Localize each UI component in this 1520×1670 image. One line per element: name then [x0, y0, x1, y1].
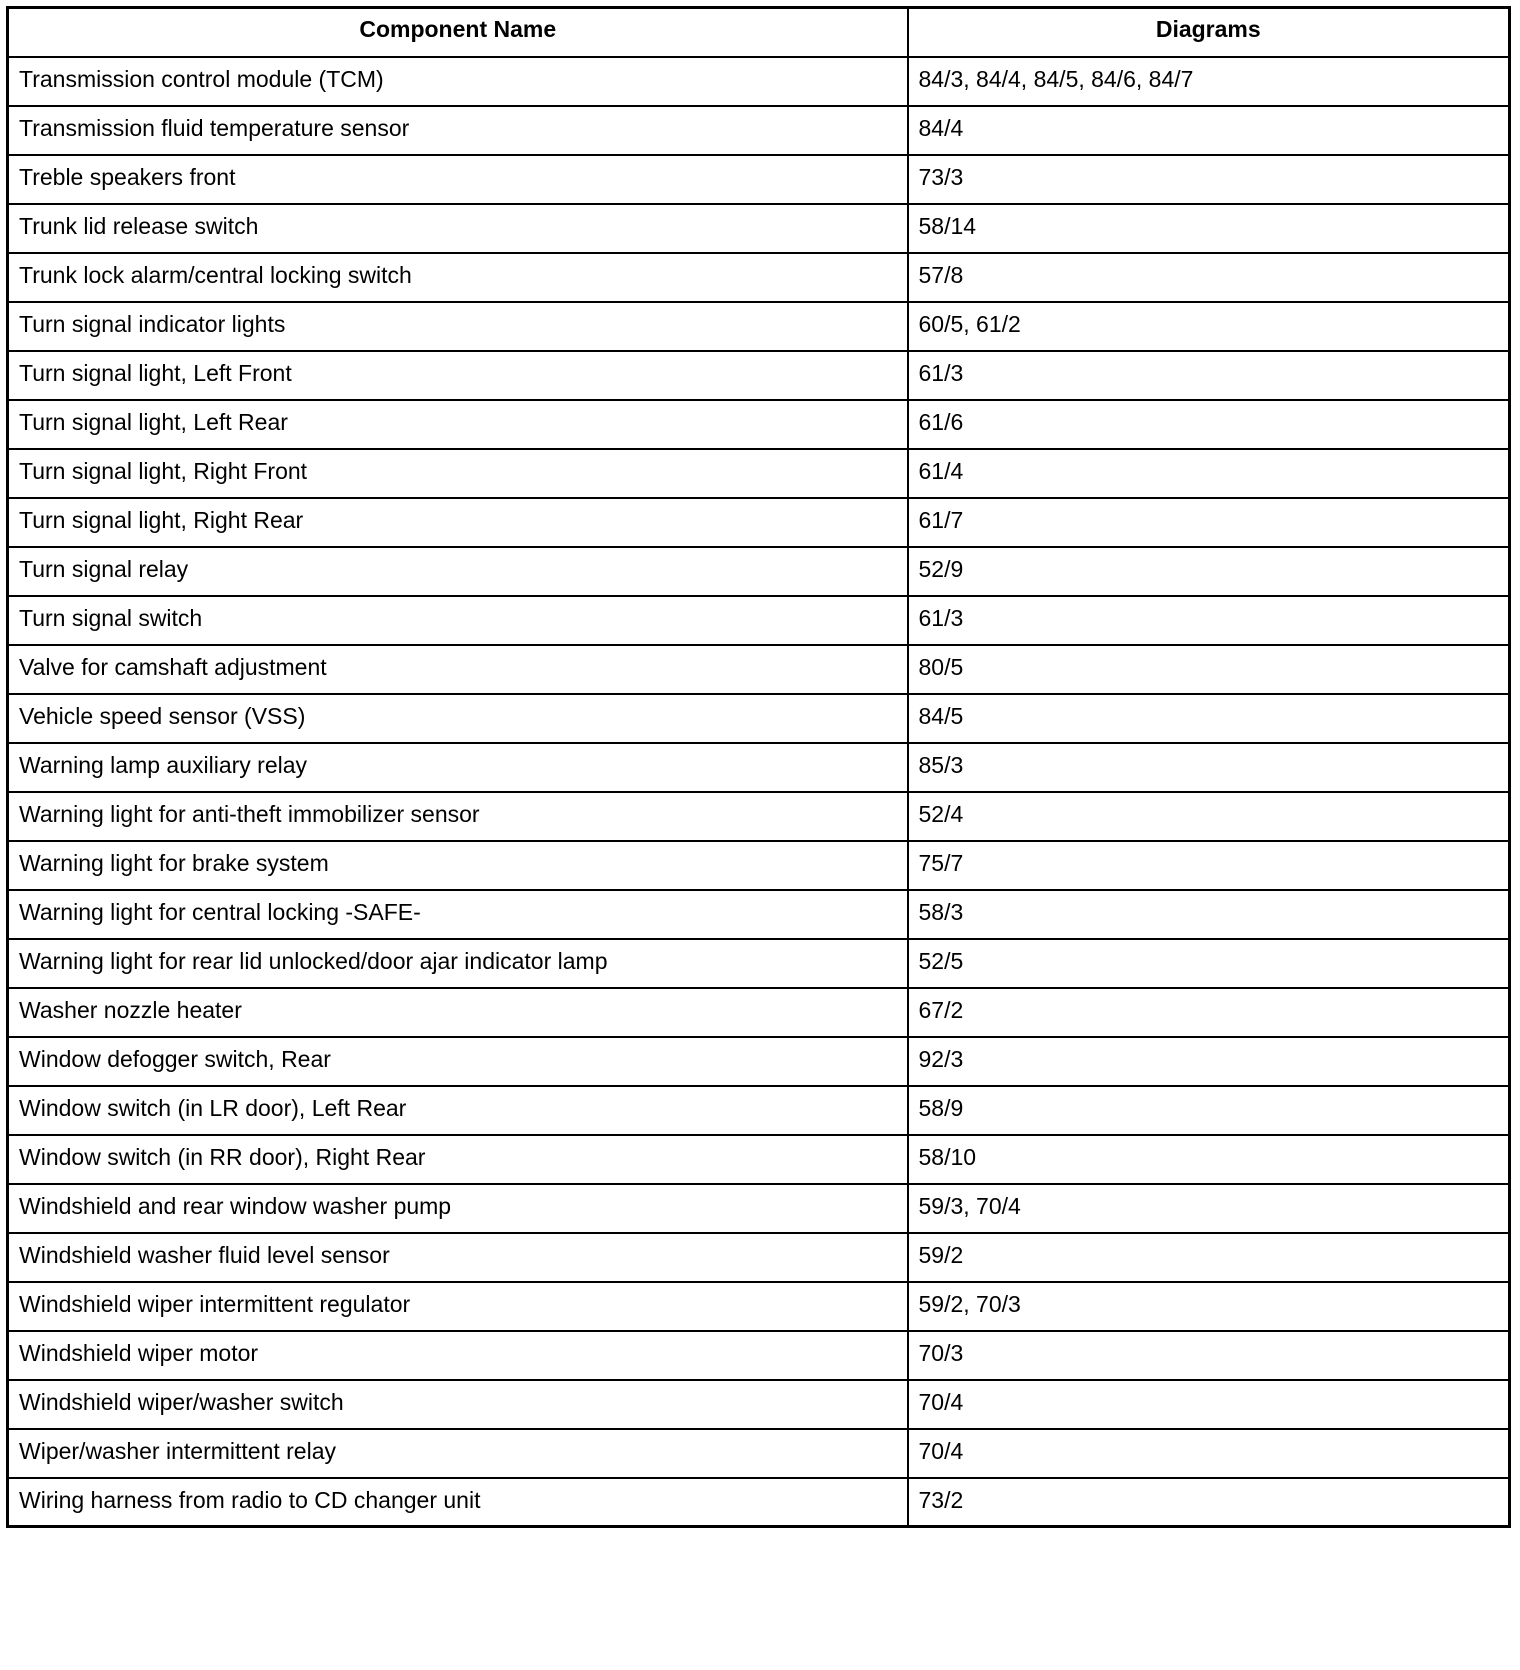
table-row — [8, 1331, 1510, 1380]
table-row — [8, 1233, 1510, 1282]
component-name-cell: Window switch (in RR door), Right Rear — [8, 1135, 908, 1184]
component-name-cell: Warning light for central locking -SAFE- — [8, 890, 908, 939]
component-name-cell: Windshield and rear window washer pump — [8, 1184, 908, 1233]
component-name-cell: Turn signal indicator lights — [8, 302, 908, 351]
component-name-cell: Turn signal light, Left Rear — [8, 400, 908, 449]
table-row — [8, 645, 1510, 694]
component-name-cell: Wiper/washer intermittent relay — [8, 1429, 908, 1478]
diagrams-cell: 61/3 — [908, 351, 1510, 400]
diagrams-cell: 58/10 — [908, 1135, 1510, 1184]
component-name-cell: Valve for camshaft adjustment — [8, 645, 908, 694]
column-header-component-name: Component Name — [8, 8, 908, 57]
diagrams-cell: 58/14 — [908, 204, 1510, 253]
table-row — [8, 1135, 1510, 1184]
table-row — [8, 400, 1510, 449]
diagrams-cell: 61/7 — [908, 498, 1510, 547]
table-row — [8, 302, 1510, 351]
table-row — [8, 253, 1510, 302]
column-header-diagrams: Diagrams — [908, 8, 1510, 57]
component-name-cell: Turn signal relay — [8, 547, 908, 596]
table-row — [8, 1429, 1510, 1478]
component-name-cell: Vehicle speed sensor (VSS) — [8, 694, 908, 743]
table-row — [8, 1282, 1510, 1331]
table-row — [8, 449, 1510, 498]
component-name-cell: Washer nozzle heater — [8, 988, 908, 1037]
component-name-cell: Windshield washer fluid level sensor — [8, 1233, 908, 1282]
component-name-cell: Warning light for brake system — [8, 841, 908, 890]
component-name-cell: Warning light for rear lid unlocked/door ajar indicator lamp — [8, 939, 908, 988]
diagrams-cell: 73/3 — [908, 155, 1510, 204]
component-name-cell: Trunk lock alarm/central locking switch — [8, 253, 908, 302]
diagrams-cell: 73/2 — [908, 1478, 1510, 1527]
component-name-cell: Warning lamp auxiliary relay — [8, 743, 908, 792]
component-name-cell: Turn signal light, Right Front — [8, 449, 908, 498]
table-row — [8, 596, 1510, 645]
table-row — [8, 694, 1510, 743]
diagrams-cell: 92/3 — [908, 1037, 1510, 1086]
component-name-cell: Windshield wiper motor — [8, 1331, 908, 1380]
diagrams-cell: 70/4 — [908, 1429, 1510, 1478]
table-row — [8, 57, 1510, 106]
component-name-cell: Warning light for anti-theft immobilizer sensor — [8, 792, 908, 841]
table-row — [8, 890, 1510, 939]
table-row — [8, 204, 1510, 253]
diagrams-cell: 67/2 — [908, 988, 1510, 1037]
component-name-cell: Turn signal switch — [8, 596, 908, 645]
table-row — [8, 106, 1510, 155]
diagrams-cell: 84/4 — [908, 106, 1510, 155]
table-header-row — [8, 8, 1510, 57]
table-row — [8, 743, 1510, 792]
component-name-cell: Transmission fluid temperature sensor — [8, 106, 908, 155]
component-name-cell: Window defogger switch, Rear — [8, 1037, 908, 1086]
diagrams-cell: 84/5 — [908, 694, 1510, 743]
diagrams-cell: 75/7 — [908, 841, 1510, 890]
table-row — [8, 1380, 1510, 1429]
diagrams-cell: 61/3 — [908, 596, 1510, 645]
table-row — [8, 1184, 1510, 1233]
table-row — [8, 1478, 1510, 1527]
diagrams-cell: 59/3, 70/4 — [908, 1184, 1510, 1233]
diagrams-cell: 52/9 — [908, 547, 1510, 596]
component-name-cell: Transmission control module (TCM) — [8, 57, 908, 106]
diagrams-cell: 70/4 — [908, 1380, 1510, 1429]
diagrams-cell: 57/8 — [908, 253, 1510, 302]
diagrams-cell: 80/5 — [908, 645, 1510, 694]
diagrams-cell: 60/5, 61/2 — [908, 302, 1510, 351]
table-row — [8, 155, 1510, 204]
diagrams-cell: 61/4 — [908, 449, 1510, 498]
table-row — [8, 547, 1510, 596]
diagrams-cell: 59/2 — [908, 1233, 1510, 1282]
component-name-cell: Windshield wiper/washer switch — [8, 1380, 908, 1429]
component-name-cell: Turn signal light, Left Front — [8, 351, 908, 400]
component-name-cell: Wiring harness from radio to CD changer unit — [8, 1478, 908, 1527]
table-row — [8, 351, 1510, 400]
diagrams-cell: 59/2, 70/3 — [908, 1282, 1510, 1331]
component-name-cell: Window switch (in LR door), Left Rear — [8, 1086, 908, 1135]
diagrams-cell: 84/3, 84/4, 84/5, 84/6, 84/7 — [908, 57, 1510, 106]
component-name-cell: Windshield wiper intermittent regulator — [8, 1282, 908, 1331]
diagrams-cell: 52/5 — [908, 939, 1510, 988]
table-row — [8, 988, 1510, 1037]
diagrams-cell: 58/9 — [908, 1086, 1510, 1135]
table-row — [8, 939, 1510, 988]
table-body — [8, 57, 1510, 1527]
component-diagram-table — [6, 6, 1511, 1528]
component-name-cell: Trunk lid release switch — [8, 204, 908, 253]
diagrams-cell: 85/3 — [908, 743, 1510, 792]
diagrams-cell: 58/3 — [908, 890, 1510, 939]
table-row — [8, 498, 1510, 547]
component-name-cell: Turn signal light, Right Rear — [8, 498, 908, 547]
component-name-cell: Treble speakers front — [8, 155, 908, 204]
diagrams-cell: 52/4 — [908, 792, 1510, 841]
table-row — [8, 792, 1510, 841]
diagrams-cell: 61/6 — [908, 400, 1510, 449]
table-row — [8, 841, 1510, 890]
table-row — [8, 1037, 1510, 1086]
diagrams-cell: 70/3 — [908, 1331, 1510, 1380]
table-row — [8, 1086, 1510, 1135]
